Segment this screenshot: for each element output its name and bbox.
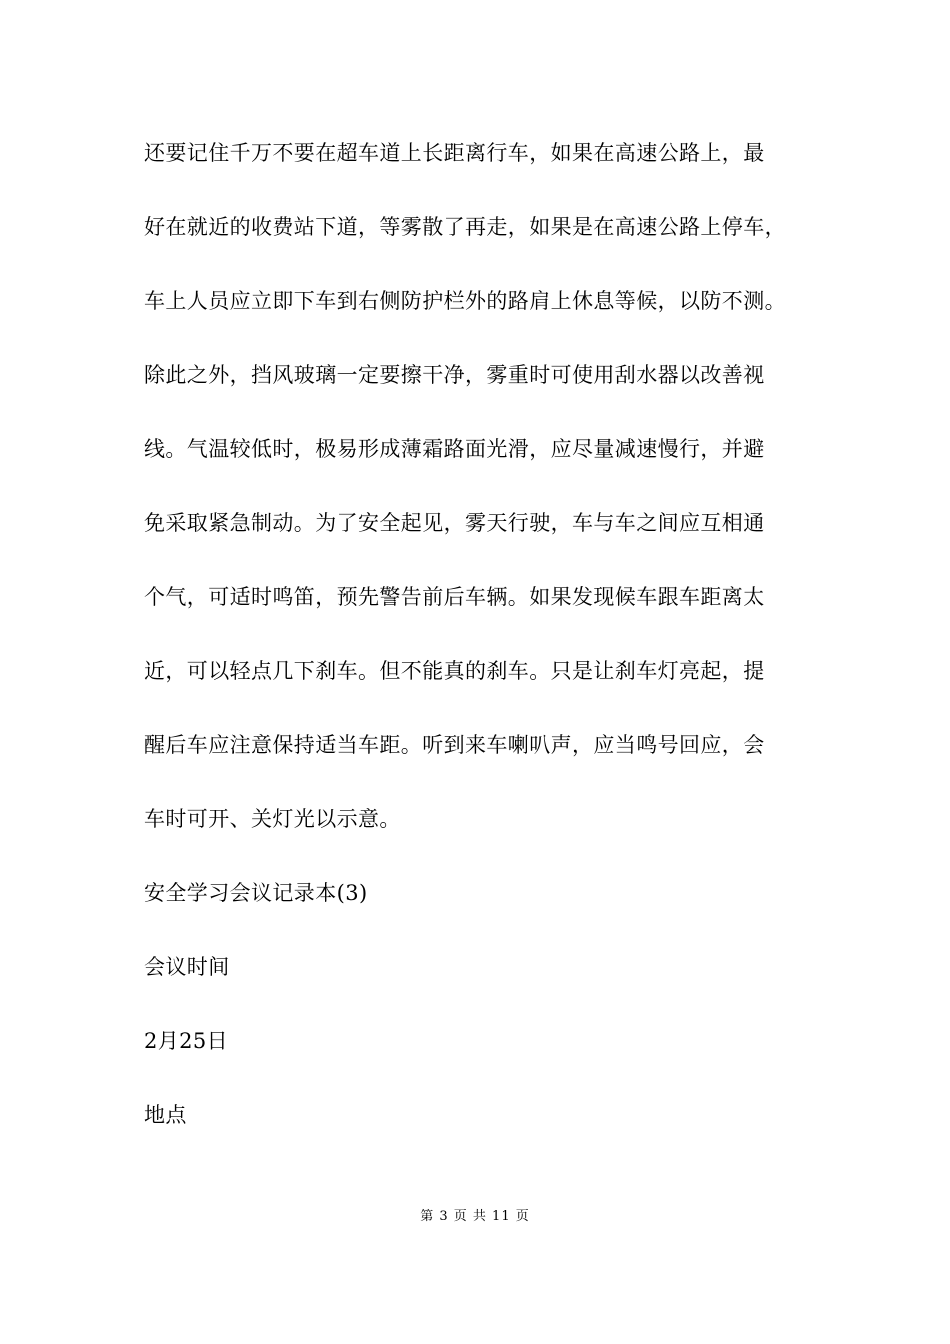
meeting-time-label: 会议时间 [144, 955, 230, 979]
page-footer: 第 3 页 共 11 页 [420, 1209, 530, 1224]
location-label: 地点 [144, 1103, 187, 1127]
paragraph-line: 好在就近的收费站下道，等雾散了再走，如果是在高速公路上停车， [144, 215, 786, 239]
paragraph-line: 线。气温较低时，极易形成薄霜路面光滑，应尽量减速慢行，并避 [144, 437, 765, 461]
paragraph-line: 醒后车应注意保持适当车距。听到来车喇叭声，应当鸣号回应，会 [144, 733, 765, 757]
meeting-date: 2月25日 [144, 1029, 229, 1053]
section-title: 安全学习会议记录本(3) [144, 881, 368, 905]
paragraph-line: 车上人员应立即下车到右侧防护栏外的路肩上休息等候，以防不测。 [144, 289, 786, 313]
paragraph-line: 车时可开、关灯光以示意。 [144, 807, 401, 831]
paragraph-line: 除此之外，挡风玻璃一定要擦干净，雾重时可使用刮水器以改善视 [144, 363, 765, 387]
paragraph-line: 个气，可适时鸣笛，预先警告前后车辆。如果发现候车跟车距离太 [144, 585, 765, 609]
paragraph-line: 免采取紧急制动。为了安全起见，雾天行驶，车与车之间应互相通 [144, 511, 765, 535]
document-body [144, 135, 816, 1171]
paragraph-line: 近，可以轻点几下刹车。但不能真的刹车。只是让刹车灯亮起，提 [144, 659, 765, 683]
paragraph-line: 还要记住千万不要在超车道上长距离行车，如果在高速公路上，最 [144, 141, 765, 165]
